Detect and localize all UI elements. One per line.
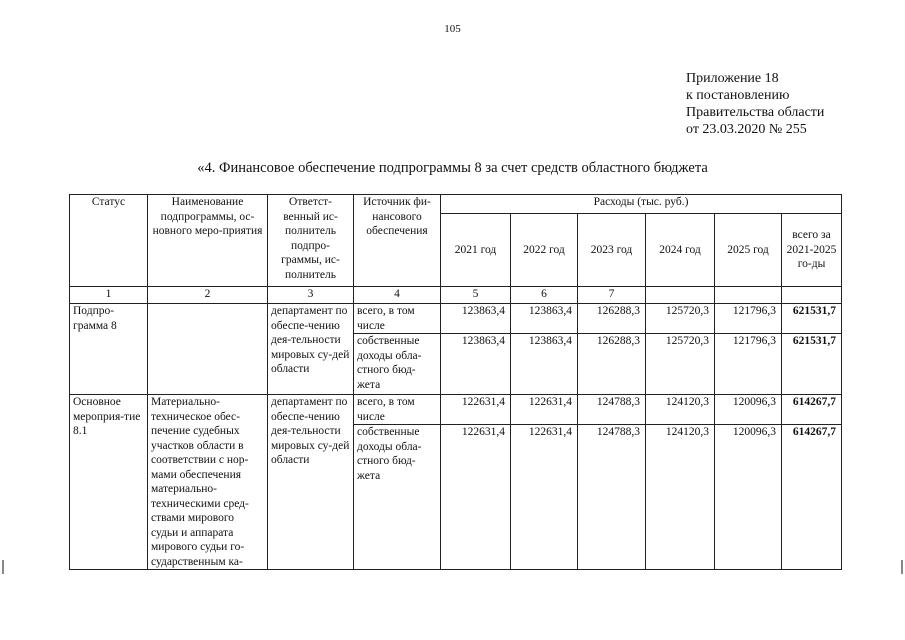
value-cell: 122631,4 [441,395,511,425]
scan-edge-mark [2,560,4,574]
appendix-line: Правительства области [686,105,825,120]
header-year: 2024 год [646,214,715,287]
header-total: всего за 2021-2025 го-ды [782,214,842,287]
column-number: 6 [511,287,578,304]
value-cell: 125720,3 [646,304,715,334]
column-number: 1 [70,287,148,304]
row-source: собственные доходы обла-стного бюд-жета [354,425,441,570]
header-responsible: Ответст-венный ис-полнитель подпро-граммы, ис-полнитель [268,195,354,287]
header-year: 2025 год [715,214,782,287]
total-cell: 614267,7 [782,395,842,425]
header-year: 2021 год [441,214,511,287]
appendix-block [686,70,824,138]
row-source: всего, в том числе [354,304,441,334]
row-source: всего, в том числе [354,395,441,425]
row-status: Основное мероприя-тие 8.1 [70,395,148,570]
value-cell: 125720,3 [646,334,715,395]
page-number: 105 [444,23,461,35]
value-cell: 122631,4 [511,395,578,425]
value-cell: 124120,3 [646,425,715,570]
document-title: «4. Финансовое обеспечение подпрограммы 8 за счет средств областного бюджета [197,160,708,176]
column-number-empty [782,287,842,304]
row-status: Подпро-грамма 8 [70,304,148,395]
appendix-line: Приложение 18 [686,71,779,86]
scan-edge-mark [901,560,903,574]
column-number-empty [715,287,782,304]
header-year: 2022 год [511,214,578,287]
value-cell: 123863,4 [441,304,511,334]
total-cell: 621531,7 [782,334,842,395]
appendix-line: от 23.03.2020 № 255 [686,122,807,137]
value-cell: 123863,4 [511,334,578,395]
value-cell: 124120,3 [646,395,715,425]
total-cell: 614267,7 [782,425,842,570]
column-number: 3 [268,287,354,304]
header-name: Наименование подпрограммы, ос-новного меро-приятия [148,195,268,287]
value-cell: 123863,4 [441,334,511,395]
total-cell: 621531,7 [782,304,842,334]
value-cell: 126288,3 [578,304,646,334]
value-cell: 124788,3 [578,395,646,425]
value-cell: 126288,3 [578,334,646,395]
row-name [148,304,268,395]
header-source: Источник фи-нансового обеспечения [354,195,441,287]
header-year: 2023 год [578,214,646,287]
row-source: собственные доходы обла-стного бюд-жета [354,334,441,395]
column-number-empty [646,287,715,304]
header-status: Статус [70,195,148,287]
header-expenses: Расходы (тыс. руб.) [441,195,842,214]
value-cell: 122631,4 [441,425,511,570]
value-cell: 120096,3 [715,425,782,570]
value-cell: 121796,3 [715,334,782,395]
financing-table [69,194,842,570]
column-number: 2 [148,287,268,304]
value-cell: 120096,3 [715,395,782,425]
value-cell: 121796,3 [715,304,782,334]
column-number: 7 [578,287,646,304]
column-number: 5 [441,287,511,304]
row-responsible: департамент по обеспе-чению дея-тельности мировых су-дей области [268,304,354,395]
column-number: 4 [354,287,441,304]
value-cell: 122631,4 [511,425,578,570]
row-responsible: департамент по обеспе-чению дея-тельности мировых су-дей области [268,395,354,570]
appendix-line: к постановлению [686,88,790,103]
value-cell: 123863,4 [511,304,578,334]
row-name: Материально-техническое обес-печение судебных участков области в соответствии с нор-мами обеспечения материально-техническими сред-ствами мирового судьи и аппарата мирового судьи го-сударственным ка- [148,395,268,570]
value-cell: 124788,3 [578,425,646,570]
